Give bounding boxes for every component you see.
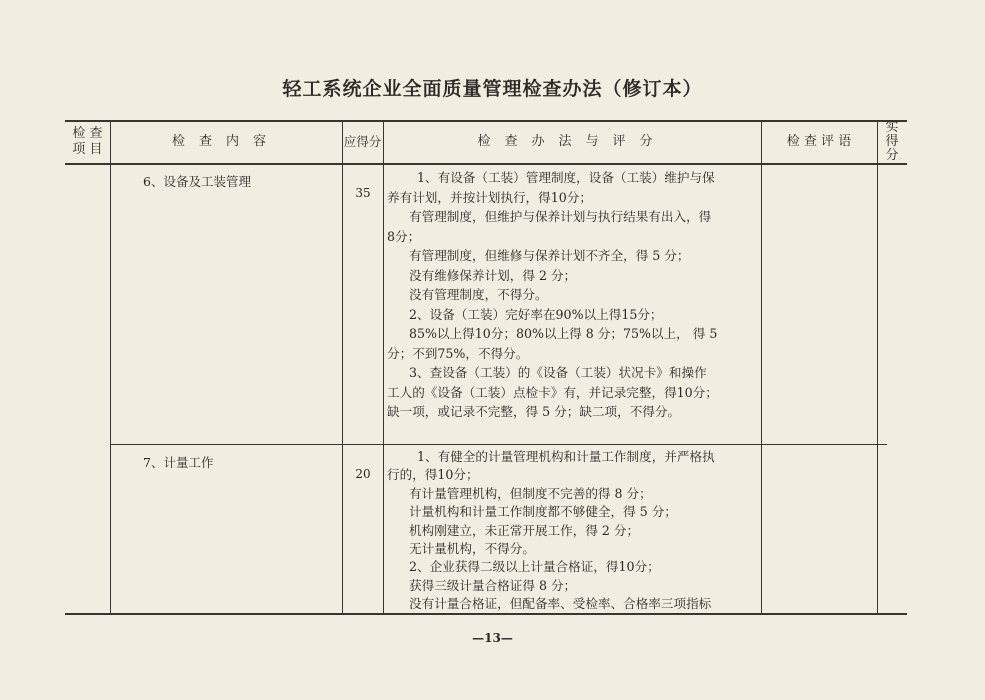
- document-title: 轻工系统企业全面质量管理检查办法（修订本）: [282, 78, 703, 100]
- header-method-col: 检查办法与评分: [477, 134, 667, 149]
- col-divider-3: [383, 120, 384, 615]
- method-line: 计量机构和计量工作制度都不够健全，得 5 分；: [409, 504, 677, 520]
- method-line: 8分；: [387, 228, 421, 244]
- method-line: 有管理制度，但维护与保养计划与执行结果有出入，得: [409, 209, 712, 224]
- header-content-col: 检查内容: [171, 134, 280, 149]
- row-6-title: 6、设备及工装管理: [143, 174, 251, 189]
- method-line: 无计量机构，不得分。: [409, 541, 535, 557]
- method-line: 机构刚建立，未正常开展工作，得 2 分；: [409, 522, 640, 538]
- header-actual-3: 分: [885, 148, 899, 163]
- header-comment-col: 检 查 评 语: [786, 134, 852, 149]
- row-divider: [110, 444, 887, 445]
- header-score-col: 应得分: [343, 134, 382, 149]
- header-actual-2: 得: [885, 134, 899, 149]
- header-item-col: [65, 126, 110, 158]
- method-line: 2、设备（工装）完好率在90%以上得15分；: [409, 306, 663, 322]
- method-line: 工人的《设备（工装）点检卡》有，并记录完整，得10分；: [387, 384, 718, 400]
- method-line: 3、查设备（工装）的《设备（工装）状况卡》和操作: [409, 365, 707, 380]
- row-7-score: 20: [355, 467, 371, 481]
- col-divider-4: [761, 120, 762, 615]
- method-line: 分；不到75%，不得分。: [387, 345, 529, 361]
- row-6-methods: [387, 168, 759, 422]
- method-line: 获得三级计量合格证得 8 分；: [409, 577, 577, 593]
- method-line: 有管理制度，但维修与保养计划不齐全，得 5 分；: [409, 248, 690, 263]
- row-7-methods: [387, 448, 759, 614]
- method-line: 没有计量合格证，但配备率、受检率、合格率三项指标: [409, 596, 712, 612]
- method-line: 养有计划，并按计划执行，得10分；: [387, 189, 592, 205]
- header-item-line2: 项 目: [72, 142, 103, 157]
- header-actual-1: 实: [885, 120, 899, 135]
- method-line: 缺一项，或记录不完整，得 5 分；缺二项，不得分。: [387, 404, 681, 419]
- inspection-table: [65, 120, 907, 615]
- method-line: 1、有健全的计量管理机构和计量工作制度，并严格执: [417, 449, 715, 464]
- method-line: 有计量管理机构，但制度不完善的得 8 分；: [409, 485, 652, 501]
- method-line: 2、企业获得二级以上计量合格证，得10分；: [409, 559, 660, 575]
- method-line: 1、有设备（工装）管理制度，设备（工装）维护与保: [417, 170, 715, 185]
- header-item-line1: 检 查: [72, 126, 103, 141]
- table-top-rule: [65, 120, 907, 122]
- page-number: —13—: [472, 631, 513, 645]
- method-line: 行的，得10分；: [387, 467, 479, 483]
- header-bottom-rule: [65, 163, 907, 165]
- method-line: 85%以上得10分；80%以上得 8 分；75%以上， 得 5: [409, 326, 718, 341]
- col-divider-1: [110, 120, 111, 615]
- col-divider-5: [877, 120, 878, 615]
- row-6-score: 35: [355, 186, 371, 200]
- method-line: 没有维修保养计划，得 2 分；: [409, 267, 577, 283]
- row-7-title: 7、计量工作: [143, 455, 214, 470]
- method-line: 没有管理制度，不得分。: [409, 287, 548, 302]
- header-actual-col: [877, 121, 907, 163]
